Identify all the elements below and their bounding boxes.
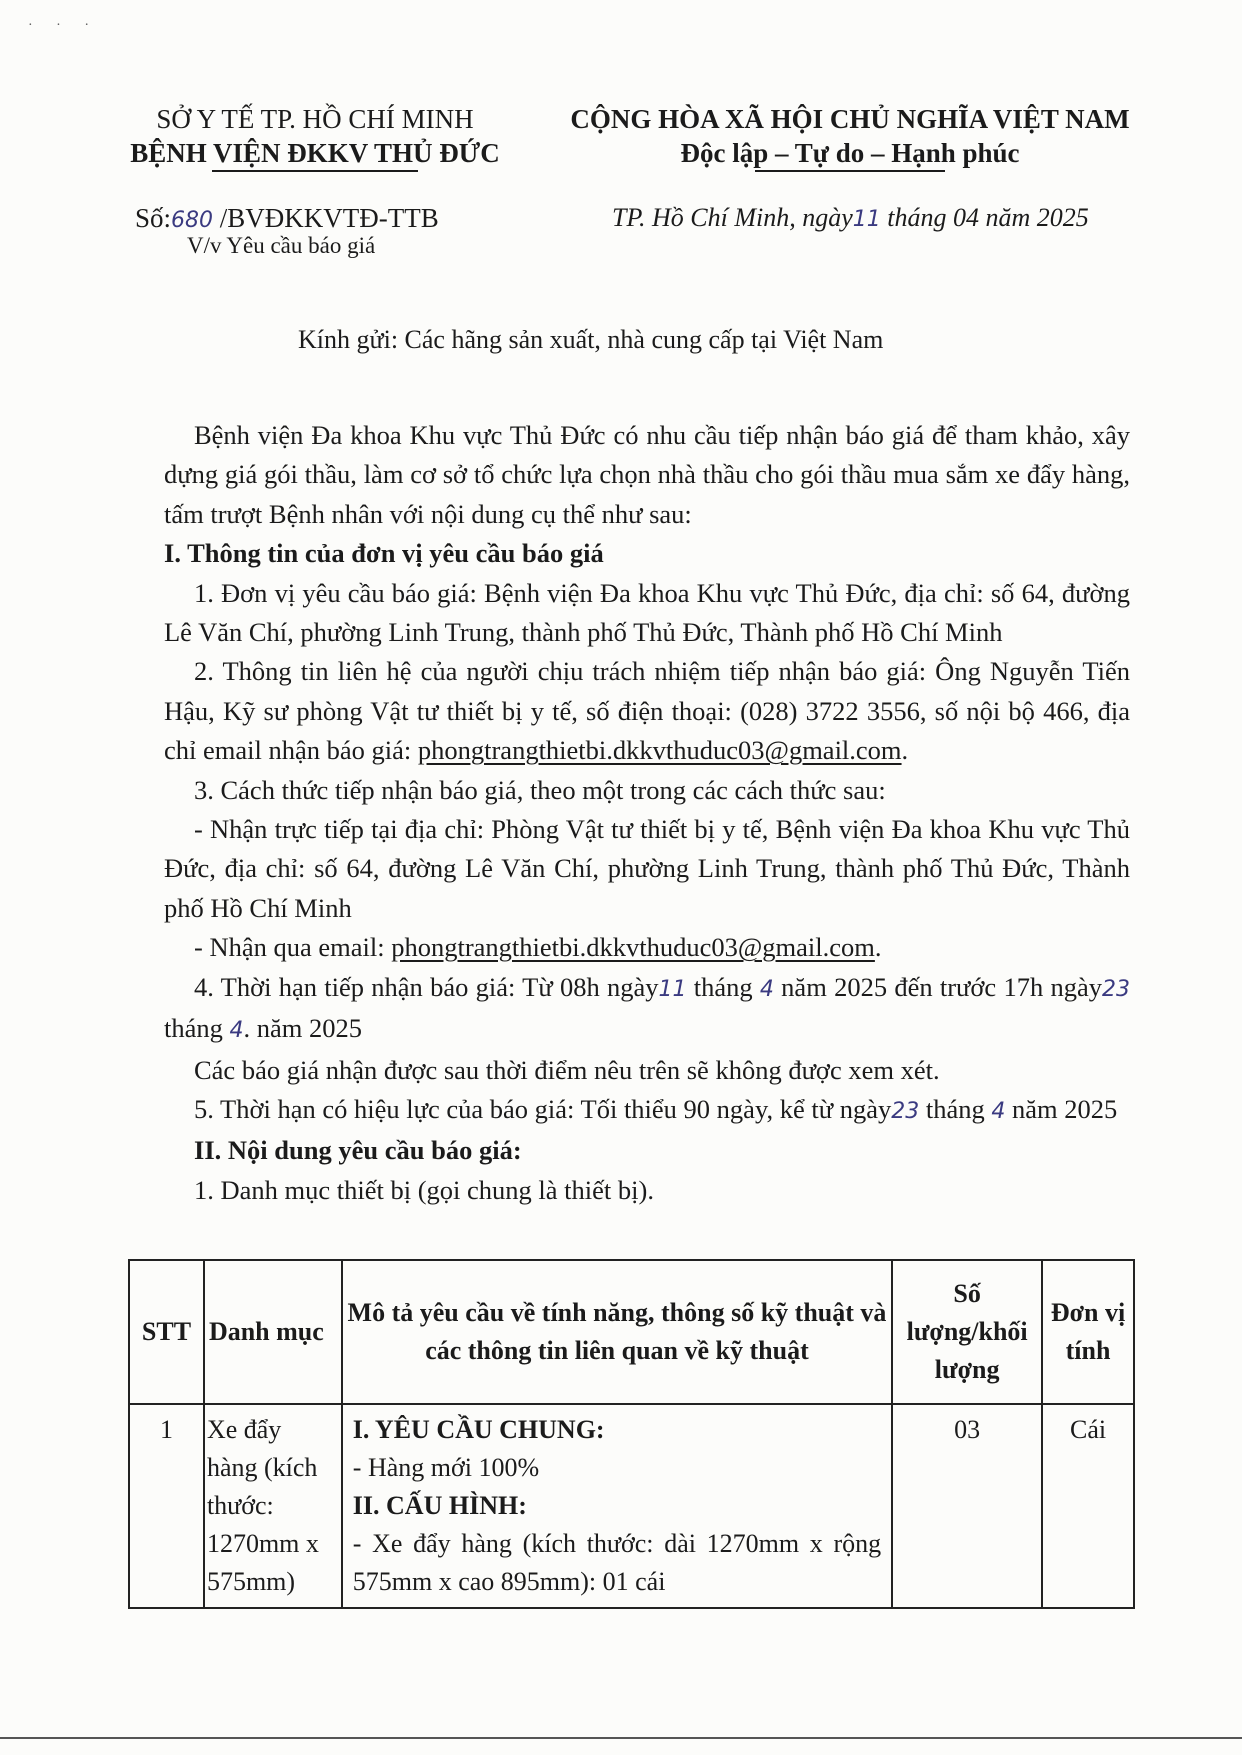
date-day-handwritten: 11 [852, 207, 881, 232]
email-link-2[interactable]: phongtrangthietbi.dkkvthuduc03@gmail.com [391, 932, 875, 963]
issuer-header [80, 102, 550, 170]
deadline-text-e: . năm 2025 [243, 1013, 362, 1044]
deadline-text-b: tháng [686, 971, 760, 1002]
header-name: Danh mục [204, 1260, 342, 1404]
header-unit: Đơn vị tính [1042, 1260, 1134, 1404]
table-header-row [129, 1260, 1134, 1404]
issuer-hospital: BỆNH VIỆN ĐKKV THỦ ĐỨC [130, 138, 500, 168]
validity-month-handwritten: 4 [991, 1098, 1006, 1124]
date-prefix: TP. Hồ Chí Minh, ngày [612, 203, 853, 232]
row-stt: 1 [129, 1404, 204, 1608]
section-1-item-4 [164, 968, 1130, 1051]
section-1-heading: I. Thông tin của đơn vị yêu cầu báo giá [164, 538, 604, 569]
email-link[interactable]: phongtrangthietbi.dkkvthuduc03@gmail.com [417, 735, 902, 766]
document-body [164, 416, 1130, 1210]
deadline-text-c: năm 2025 đến trước 17h ngày [773, 971, 1102, 1002]
greeting: Kính gửi: Các hãng sản xuất, nhà cung cấp tại Việt Nam [298, 325, 884, 354]
desc-line-new: - Hàng mới 100% [352, 1453, 540, 1482]
document-number-suffix: /BVĐKKVTĐ-TTB [213, 203, 439, 233]
desc-line-cart: - Xe đẩy hàng (kích thước: dài 1270mm x rộng 575mm x cao 895mm): 01 cái [352, 1529, 882, 1596]
scan-edge-line [0, 1737, 1242, 1739]
document-number-prefix: Số: [135, 203, 172, 233]
scan-specks: · · · [28, 18, 99, 33]
deadline-text-d: tháng [164, 1013, 230, 1044]
section-1-item-3a: - Nhận trực tiếp tại địa chỉ: Phòng Vật tư thiết bị y tế, Bệnh viện Đa khoa Khu vực Thủ Đức, địa chỉ: số 64, đường Lê Văn Chí, phường Linh Trung, thành phố Thủ Đức, Thành phố Hồ Chí Minh [164, 814, 1130, 923]
header-quantity: Số lượng/khối lượng [892, 1260, 1042, 1404]
section-2-heading: II. Nội dung yêu cầu báo giá: [194, 1135, 522, 1166]
date-suffix: tháng 04 năm 2025 [880, 203, 1089, 232]
document-number [135, 203, 439, 234]
row-description [342, 1404, 892, 1608]
equipment-table [128, 1259, 1135, 1609]
validity-text-c: năm 2025 [1005, 1093, 1118, 1124]
deadline-text-a: 4. Thời hạn tiếp nhận báo giá: Từ 08h ngày [194, 971, 659, 1002]
deadline-day-2-handwritten: 23 [1102, 976, 1130, 1002]
late-submission-note: Các báo giá nhận được sau thời điểm nêu trên sẽ không được xem xét. [194, 1054, 940, 1085]
section-1-item-3: 3. Cách thức tiếp nhận báo giá, theo một trong các cách thức sau: [194, 774, 886, 805]
desc-heading-config: II. CẤU HÌNH: [352, 1491, 527, 1520]
intro-paragraph: Bệnh viện Đa khoa Khu vực Thủ Đức có nhu cầu tiếp nhận báo giá để tham khảo, xây dựng giá gói thầu, làm cơ sở tổ chức lựa chọn nhà thầu cho gói thầu mua sắm xe đẩy hàng, tấm trượt Bệnh nhân với nội dung cụ thể như sau: [164, 420, 1130, 529]
national-title: CỘNG HÒA XÃ HỘI CHỦ NGHĨA VIỆT NAM [570, 104, 1130, 134]
section-1-item-1: 1. Đơn vị yêu cầu báo giá: Bệnh viện Đa khoa Khu vực Thủ Đức, địa chỉ: số 64, đường Lê Văn Chí, phường Linh Trung, thành phố Thủ Đức, Thành phố Hồ Chí Minh [164, 577, 1130, 648]
validity-text-b: tháng [919, 1093, 992, 1124]
row-unit: Cái [1042, 1404, 1134, 1608]
section-1-item-2: 2. Thông tin liên hệ của người chịu trách nhiệm tiếp nhận báo giá: Ông Nguyễn Tiến Hậu, Kỹ sư phòng Vật tư thiết bị y tế, số điện thoại: (028) 3722 3556, số nội bộ 466, địa chỉ email nhận báo giá: phongtrangthietbi.dkkvthuduc03@gmail.com. [164, 656, 1130, 766]
document-subject: V/v Yêu cầu báo giá [187, 233, 376, 258]
row-quantity: 03 [892, 1404, 1042, 1608]
document-date [612, 203, 1089, 233]
validity-text-a: 5. Thời hạn có hiệu lực của báo giá: Tối thiểu 90 ngày, kể từ ngày [194, 1093, 892, 1124]
national-motto: Độc lập – Tự do – Hạnh phúc [680, 138, 1020, 168]
table-row [129, 1404, 1134, 1608]
email-method-text: - Nhận qua email: [194, 932, 392, 963]
deadline-day-1-handwritten: 11 [658, 976, 687, 1002]
deadline-month-2-handwritten: 4 [229, 1018, 244, 1044]
section-1-item-5 [164, 1090, 1130, 1131]
header-description: Mô tả yêu cầu về tính năng, thông số kỹ thuật và các thông tin liên quan về kỹ thuật [342, 1260, 892, 1404]
section-1-item-3b: - Nhận qua email: phongtrangthietbi.dkkvthuduc03@gmail.com. [194, 932, 882, 963]
validity-day-handwritten: 23 [891, 1098, 920, 1124]
row-name: Xe đẩy hàng (kích thước: 1270mm x 575mm) [204, 1404, 342, 1608]
section-2-item-1: 1. Danh mục thiết bị (gọi chung là thiết bị). [194, 1174, 654, 1205]
header-stt: STT [129, 1260, 204, 1404]
contact-info-text: 2. Thông tin liên hệ của người chịu trách nhiệm tiếp nhận báo giá: Ông Nguyễn Tiến Hậu, Kỹ sư phòng Vật tư thiết bị y tế, số điện thoại: (028) 3722 3556, số nội bộ 466, địa chỉ email nhận báo giá: [164, 656, 1130, 766]
national-header [520, 102, 1180, 170]
issuer-department: SỞ Y TẾ TP. HỒ CHÍ MINH [156, 104, 474, 134]
desc-heading-general: I. YÊU CẦU CHUNG: [352, 1415, 605, 1444]
deadline-month-1-handwritten: 4 [759, 976, 774, 1002]
document-number-handwritten: 680 [171, 208, 214, 233]
